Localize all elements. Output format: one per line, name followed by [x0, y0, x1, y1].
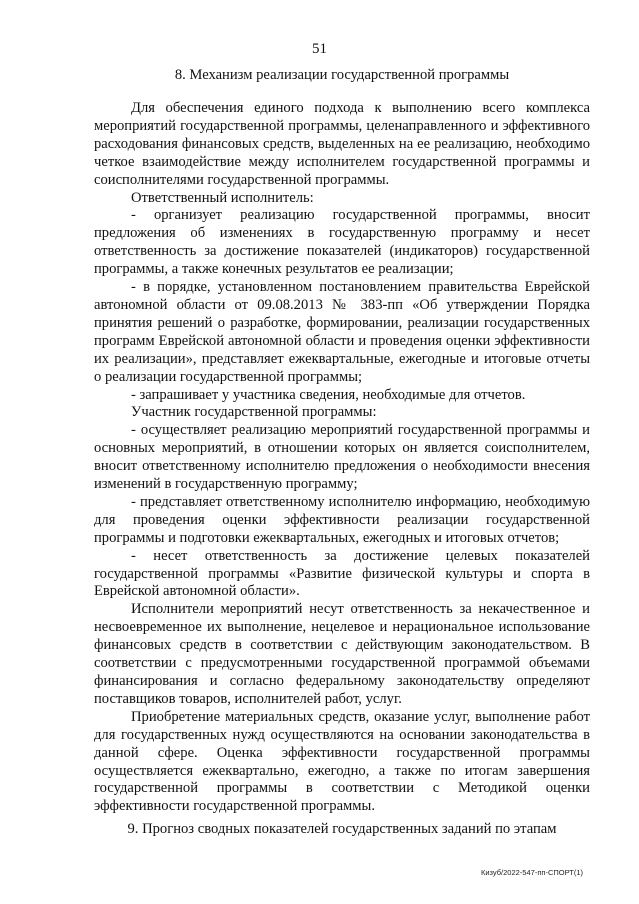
document-footer-code: Кизуб/2022-547-пп-СПОРТ(1) — [481, 868, 583, 877]
paragraph-responsible-executor-label: Ответственный исполнитель: — [131, 189, 314, 206]
paragraph-executor-reports: - в порядке, установленном постановлением правительства Еврейской автономной области от 09.08.2013 № 383-пп «Об утверждении Порядка принятия решений о разработке, формировании, реализации государственных программ Еврейской автономной области и проведения оценки эффективности их реализации», представляет ежеквартальные, ежегодные и итоговые отчеты о реализации государственной программы; — [94, 279, 590, 385]
paragraph-intro: Для обеспечения единого подхода к выполнению всего комплекса мероприятий государственной программы, целенаправленного и эффективного расходования финансовых средств, выделенных на ее реализацию, необходимо четкое взаимодействие между исполнителем государственной программы и соисполнителями государственной программы. — [94, 100, 590, 188]
paragraph-procurement: Приобретение материальных средств, оказание услуг, выполнение работ для государственных нужд осуществляются на основании законодательства в данной сфере. Оценка эффективности государственной программы осуществляется ежеквартально, ежегодно, а также по итогам завершения государственной программы в соответствии с Методикой оценки эффективности государственной программы. — [94, 708, 590, 815]
section-8-heading: 8. Механизм реализации государственной программы — [174, 67, 510, 83]
paragraph-participant-label: Участник государственной программы: — [131, 404, 377, 421]
paragraph-executor-requests: - запрашивает у участника сведения, необходимые для отчетов. — [131, 386, 526, 403]
paragraph-participant-implements: - осуществляет реализацию мероприятий государственной программы и основных мероприятий, в отношении которых он является соисполнителем, вносит ответственному исполнителю предложения о необходимости внесения изменений в государственную программу; — [94, 422, 590, 493]
paragraph-executor-organizes: - организует реализацию государственной программы, вносит предложения об изменениях в государственную программу и несет ответственность за достижение показателей (индикаторов) государственной программы, а также конечных результатов ее реализации; — [94, 207, 590, 278]
paragraph-performers-responsibility: Исполнители мероприятий несут ответственность за некачественное и несвоевременное их выполнение, нецелевое и нерациональное использование финансовых средств в соответствии с действующим законодательством. В соответствии с предусмотренными государственной программой объемами финансирования и согласно федеральному законодательству определяют поставщиков товаров, исполнителей работ, услуг. — [94, 601, 590, 707]
page-number: 51 — [312, 41, 327, 57]
section-9-heading: 9. Прогноз сводных показателей государственных заданий по этапам — [127, 821, 557, 837]
paragraph-participant-provides-info: - представляет ответственному исполнителю информацию, необходимую для проведения оценки эффективности реализации государственной программы и подготовки ежеквартальных, ежегодных и итоговых отчетов; — [94, 493, 590, 546]
paragraph-participant-responsibility: - несет ответственность за достижение целевых показателей государственной программы «Развитие физической культуры и спорта в Еврейской автономной области». — [94, 547, 590, 600]
section-8-body — [94, 100, 590, 816]
